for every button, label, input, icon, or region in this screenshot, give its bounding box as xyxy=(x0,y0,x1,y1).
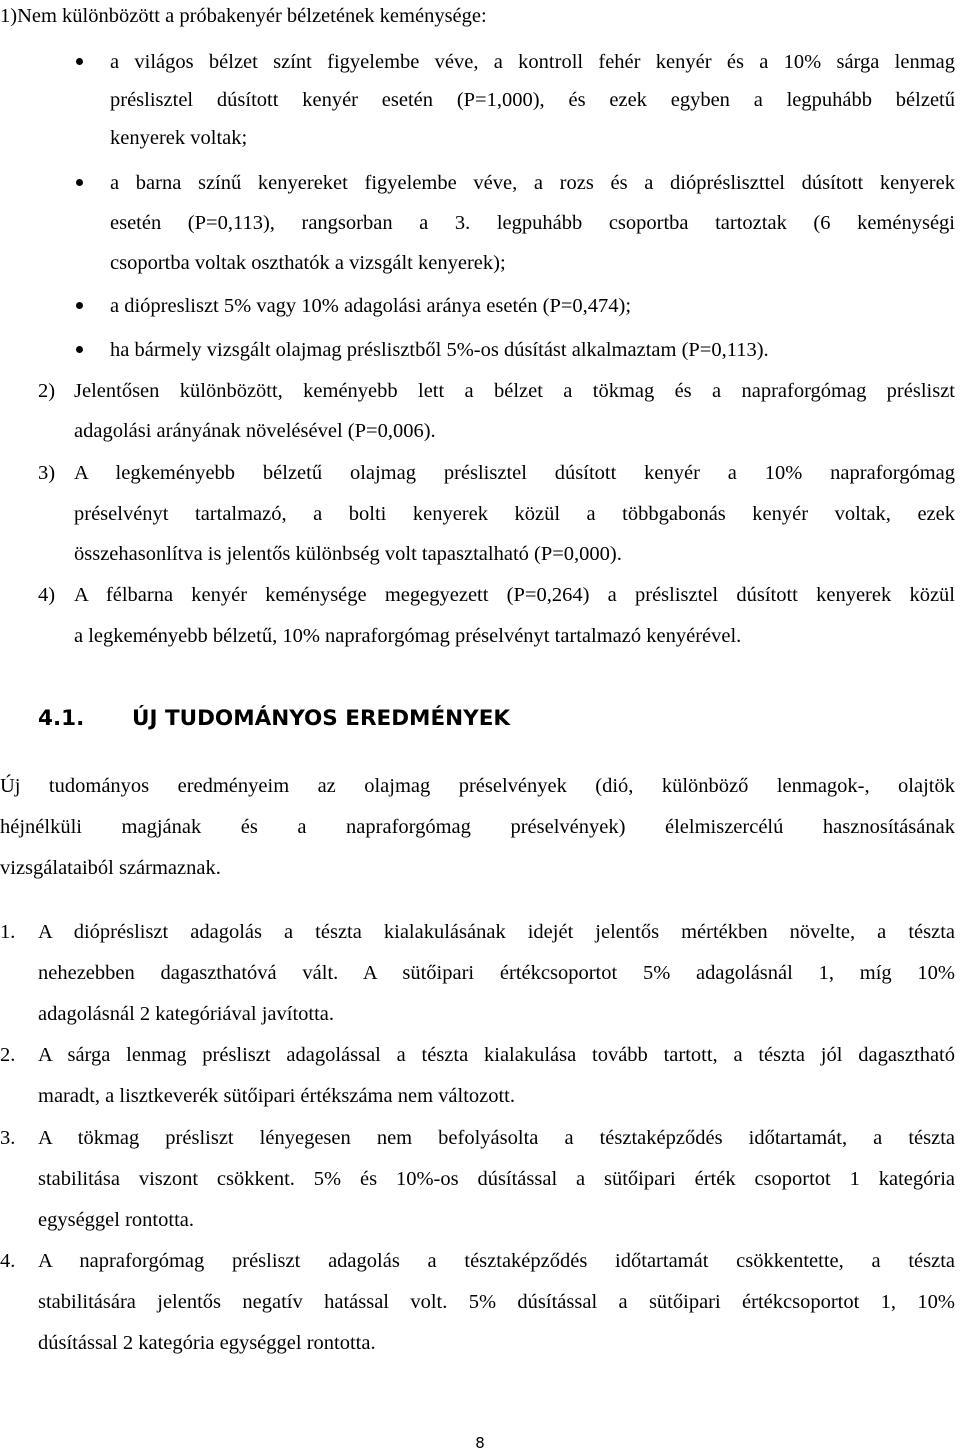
result-line: egységgel rontotta. xyxy=(38,1209,194,1231)
result-line: A napraforgómag présliszt adagolás a tésztaképződés időtartamát csökkentette, a tészta xyxy=(38,1250,955,1272)
result-number: 3. xyxy=(0,1127,16,1149)
section-title: ÚJ TUDOMÁNYOS EREDMÉNYEK xyxy=(132,706,511,731)
finding-line: A félbarna kenyér keménysége megegyezett (P=0,264) a préslisztel dúsított kenyerek közül xyxy=(74,584,955,606)
bullet-line: ha bármely vizsgált olajmag préslisztből 5%-os dúsítást alkalmaztam (P=0,113). xyxy=(110,339,769,361)
bullet-dot xyxy=(76,58,83,65)
bullet-line: csoportba voltak oszthatók a vizsgált kenyerek); xyxy=(110,252,506,274)
result-line: A sárga lenmag présliszt adagolással a tészta kialakulása tovább tartott, a tészta jól dagasztható xyxy=(38,1044,955,1066)
finding-line: A legkeményebb bélzetű olajmag préslisztel dúsított kenyér a 10% napraforgómag xyxy=(74,462,955,484)
finding-number: 2) xyxy=(38,380,56,402)
bullet-dot xyxy=(76,302,83,309)
result-line: dúsítással 2 kategória egységgel rontotta. xyxy=(38,1332,376,1354)
bullet-line: a diópresliszt 5% vagy 10% adagolási aránya esetén (P=0,474); xyxy=(110,295,632,317)
bullet-line: kenyerek voltak; xyxy=(110,127,248,149)
finding-line: adagolási arányának növelésével (P=0,006). xyxy=(74,420,436,442)
result-line: maradt, a lisztkeverék sütőipari értékszáma nem változott. xyxy=(38,1085,516,1107)
result-line: A tökmag présliszt lényegesen nem befolyásolta a tésztaképződés időtartamát, a tészta xyxy=(38,1127,955,1149)
result-line: stabilitására jelentős negatív hatással volt. 5% dúsítással a sütőipari értékcsoportot 1, 10% xyxy=(38,1291,955,1313)
result-line: A dióprésliszt adagolás a tészta kialakulásának idejét jelentős mértékben növelte, a tészta xyxy=(38,921,955,943)
finding-line: préselvényt tartalmazó, a bolti kenyerek közül a többgabonás kenyér voltak, ezek xyxy=(74,503,955,525)
finding-line: összehasonlítva is jelentős különbség volt tapasztalható (P=0,000). xyxy=(74,543,622,565)
bullet-line: a barna színű kenyereket figyelembe véve, a rozs és a dióprésliszttel dúsított kenyerek xyxy=(110,172,955,194)
finding-number: 4) xyxy=(38,584,56,606)
finding-line: Jelentősen különbözött, keményebb lett a bélzet a tökmag és a napraforgómag présliszt xyxy=(74,380,955,402)
page-number: 8 xyxy=(475,1434,485,1452)
result-number: 1. xyxy=(0,921,16,943)
paragraph-line: vizsgálataiból származnak. xyxy=(0,857,221,879)
result-line: adagolásnál 2 kategóriával javította. xyxy=(38,1003,334,1025)
section-number: 4.1. xyxy=(38,706,85,731)
finding-line: a legkeményebb bélzetű, 10% napraforgómag préselvényt tartalmazó kenyérével. xyxy=(74,625,742,647)
bullet-line: esetén (P=0,113), rangsorban a 3. legpuhább csoportba tartoztak (6 keménységi xyxy=(110,212,955,234)
finding-number: 3) xyxy=(38,462,56,484)
result-line: nehezebben dagaszthatóvá vált. A sütőipari értékcsoportot 5% adagolásnál 1, míg 10% xyxy=(38,962,955,984)
bullet-dot xyxy=(76,179,83,186)
bullet-line: a világos bélzet színt figyelembe véve, a kontroll fehér kenyér és a 10% sárga lenmag xyxy=(110,51,955,73)
paragraph-line: Új tudományos eredményeim az olajmag préselvények (dió, különböző lenmagok-, olajtök xyxy=(0,775,955,797)
intro-line: 1)Nem különbözött a próbakenyér bélzetének keménysége: xyxy=(0,5,487,27)
result-number: 2. xyxy=(0,1044,16,1066)
bullet-line: préslisztel dúsított kenyér esetén (P=1,000), és ezek egyben a legpuhább bélzetű xyxy=(110,89,955,111)
result-number: 4. xyxy=(0,1250,16,1272)
paragraph-line: héjnélküli magjának és a napraforgómag préselvények) élelmiszercélú hasznosításának xyxy=(0,816,955,838)
bullet-dot xyxy=(76,346,83,353)
result-line: stabilitása viszont csökkent. 5% és 10%-os dúsítással a sütőipari érték csoportot 1 kategória xyxy=(38,1168,955,1190)
section-heading xyxy=(38,706,510,732)
